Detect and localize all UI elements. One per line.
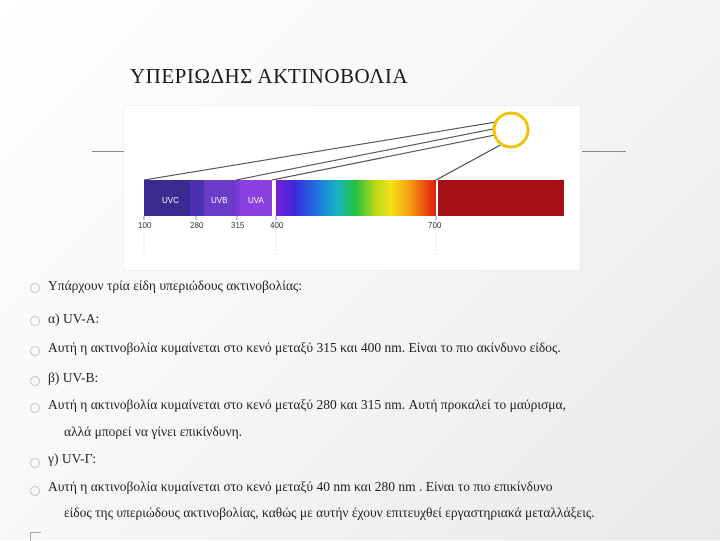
bullet-text: Αυτή η ακτινοβολία κυμαίνεται στο κενό μεταξύ 40 nm και 280 nm . Είναι το πιο επικίνδυνο [48,479,553,494]
band-label-uva: UVA [248,196,264,205]
axis-label-700: 700 [428,221,442,230]
bullet-icon [30,486,40,496]
slide-title: ΥΠΕΡΙΩΔΗΣ ΑΚΤΙΝΟΒΟΛΙΑ [130,64,409,88]
bullet-text: γ) UV-Γ: [48,451,97,466]
bullet-text: β) UV-B: [48,370,99,385]
bullet-icon [30,376,40,386]
bullet-icon [30,346,40,356]
bullet-text-continuation: αλλά μπορεί να γίνει επικίνδυνη. [64,424,242,439]
bullet-icon [30,283,40,293]
band-label-uvc: UVC [162,196,179,205]
axis-label-100: 100 [138,221,152,230]
axis-label-400: 400 [270,221,284,230]
axis-label-280: 280 [190,221,204,230]
bullet-text: α) UV-A: [48,311,100,326]
bullet-icon [30,403,40,413]
bullet-icon [30,316,40,326]
axis-label-315: 315 [231,221,245,230]
bullet-text: Αυτή η ακτινοβολία κυμαίνεται στο κενό μεταξύ 280 και 315 nm. Αυτή προκαλεί το μαύρισμα, [48,397,566,412]
bullet-icon [30,458,40,468]
bullet-text: Αυτή η ακτινοβολία κυμαίνεται στο κενό μεταξύ 315 και 400 nm. Είναι το πιο ακίνδυνο είδος. [48,340,561,355]
bullet-text: Υπάρχουν τρία είδη υπεριώδους ακτινοβολίας: [48,278,303,293]
bullet-text-continuation: είδος της υπεριώδους ακτινοβολίας, καθώς με αυτήν έχουν επιτευχθεί εργαστηριακά μεταλλάξεις. [64,505,595,520]
band-label-uvb: UVB [211,196,228,205]
